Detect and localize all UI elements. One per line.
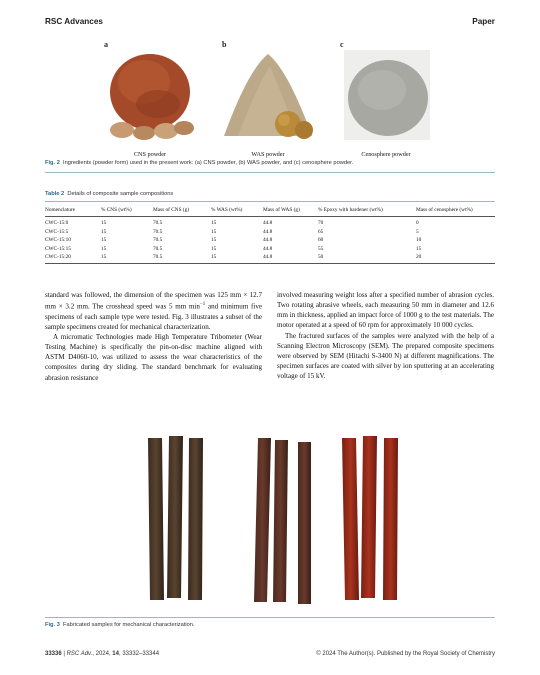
figure-2-caption-text: Ingredients (powder form) used in the present work: (a) CNS powder, (b) WAS powder, and (c) cenosphere powder.: [63, 160, 354, 166]
table-cell: 15: [211, 228, 217, 235]
footer-citation: [45, 651, 159, 657]
table-cell: 10: [416, 237, 422, 244]
body-paragraph: The fractured surfaces of the samples were analyzed with the help of a Scanning Electron Microscopy (SEM). The prepared composite specimens were observed by SEM (Hitachi S-3400 N) at different magnifications. The specimen surfaces are coated with silver by ion sputtering at an accelerating voltage of 15 kV.: [277, 331, 494, 381]
was-powder-image: [218, 40, 318, 144]
table-cell: 15: [211, 220, 217, 226]
table-cell: 70.5: [153, 245, 163, 252]
panel-letter-b: b: [222, 40, 227, 49]
table-cell: 70.5: [153, 253, 211, 263]
table-cell: 70.5: [153, 228, 163, 235]
table-cell: 44.8: [263, 253, 318, 263]
table-cell: 44.8: [263, 245, 273, 252]
running-header-journal: RSC Advances: [45, 17, 103, 26]
body-paragraph: A micromatic Technologies made High Temperature Tribometer (Wear Testing Machine) is specifically the pin-on-disc machine aligned with ASTM D4060-10, was utilized to assess the wear characteristics of the composites during dry sliding. The standard benchmark for evaluating abrasion resistance: [45, 332, 262, 382]
table-row: [45, 227, 495, 236]
table-cell: 5: [416, 228, 419, 235]
table-cell: 15: [101, 228, 107, 235]
running-header-section: Paper: [472, 17, 495, 26]
table-2-label: Table 2: [45, 191, 65, 197]
panel-letter-a: a: [104, 40, 108, 49]
figure-3-caption-text: Fabricated samples for mechanical characterization.: [63, 622, 195, 628]
table-cell: 44.8: [263, 237, 273, 244]
table-cell: 44.8: [263, 228, 273, 235]
figure-2-panel-a: [100, 40, 200, 158]
figure-2-panel-b: [218, 40, 318, 158]
footer-copyright: © 2024 The Author(s). Published by the Royal Society of Chemistry: [316, 651, 495, 657]
table-2-top-rule: [45, 201, 495, 202]
table-cell: 0: [416, 220, 419, 226]
panel-label-a: CNS powder: [133, 151, 167, 158]
figure-2-divider: [45, 172, 495, 173]
table-2-title: [45, 191, 173, 199]
body-column-right: [277, 290, 494, 381]
table-row: [45, 253, 495, 263]
table-cell: 70: [318, 220, 324, 226]
body-superscript: −1: [199, 302, 206, 308]
fabricated-samples-image: [45, 428, 495, 613]
body-paragraph: involved measuring weight loss after a specified number of abrasion cycles. Two rotating abrasive wheels, each measuring 50 mm in diameter and 12.6 mm in thickness, applied an impact force of 1000 g to the test materials. The motor operated at a speed of 60 rpm for approximately 10 000 cycles.: [277, 291, 494, 330]
figure-3: [45, 428, 495, 613]
table-cell: CWC-15:10: [45, 237, 71, 244]
table-cell: 44.8: [263, 220, 273, 226]
table-cell: 15: [211, 253, 263, 263]
table-cell: 15: [416, 245, 422, 252]
panel-label-c: Cenosphere powder: [361, 151, 411, 158]
table-header-cell: % WAS (wt%): [211, 204, 263, 217]
table-header-cell: % CNS (wt%): [101, 204, 153, 217]
table-cell: 15: [101, 253, 153, 263]
volume-number: 14: [112, 651, 119, 657]
figure-2-caption: [45, 160, 495, 168]
table-header-row: [45, 204, 495, 217]
body-column-left: [45, 290, 262, 383]
table-cell: 15: [211, 245, 217, 252]
body-text: and minimum five specimens of each sample type were tested. Fig. 3 illustrates a subset of the sample specimens created for mechanical characterization.: [45, 302, 262, 331]
table-2: [45, 204, 495, 264]
cns-powder-image: [100, 40, 200, 144]
table-cell: CWC-15:20: [45, 253, 101, 263]
table-cell: 20: [416, 253, 495, 263]
footer-text: |: [61, 651, 67, 657]
table-cell: 70.5: [153, 220, 163, 226]
table-2-title-text: Details of composite sample compositions: [67, 191, 174, 197]
footer-text: , 2024,: [92, 651, 113, 657]
table-row: [45, 236, 495, 245]
table-cell: 15: [101, 245, 107, 252]
table-cell: 70.5: [153, 237, 163, 244]
cenosphere-powder-image: [336, 40, 436, 144]
table-header-cell: Mass of cenosphere (wt%): [416, 204, 495, 217]
figure-3-caption-label: Fig. 3: [45, 622, 60, 628]
footer-text: , 33332–33344: [118, 651, 160, 657]
table-cell: 55: [318, 245, 324, 252]
figure-3-caption: [45, 622, 195, 630]
table-cell: 15: [211, 237, 217, 244]
figure-2-caption-label: Fig. 2: [45, 160, 60, 166]
table-cell: 50: [318, 253, 416, 263]
body-paragraph: [45, 290, 262, 332]
table-row: [45, 244, 495, 253]
table-cell: CWC-15:0: [45, 220, 69, 226]
figure-2-panel-c: [336, 40, 436, 158]
table-cell: 15: [101, 220, 107, 226]
journal-abbrev: RSC Adv.: [66, 651, 93, 657]
table-cell: 65: [318, 228, 324, 235]
table-row: [45, 217, 495, 228]
table-header-cell: Nomenclature: [45, 204, 101, 217]
table-cell: CWC-15:15: [45, 245, 71, 252]
page-number: 33336: [45, 651, 62, 657]
table-cell: 15: [101, 237, 107, 244]
table-cell: 60: [318, 237, 324, 244]
table-header-cell: Mass of WAS (g): [263, 204, 318, 217]
table-header-cell: % Epoxy with hardener (wt%): [318, 204, 416, 217]
figure-2: [100, 40, 440, 158]
table-cell: CWC-15:5: [45, 228, 69, 235]
panel-letter-c: c: [340, 40, 344, 49]
body-text: standard was followed, the dimension of the specimen was 125 mm × 12.7 mm × 3.2 mm. The crosshead speed was 5 mm min: [45, 291, 262, 311]
panel-label-b: WAS powder: [251, 151, 285, 158]
table-header-cell: Mass of CNS (g): [153, 204, 211, 217]
figure-3-divider: [45, 617, 495, 618]
